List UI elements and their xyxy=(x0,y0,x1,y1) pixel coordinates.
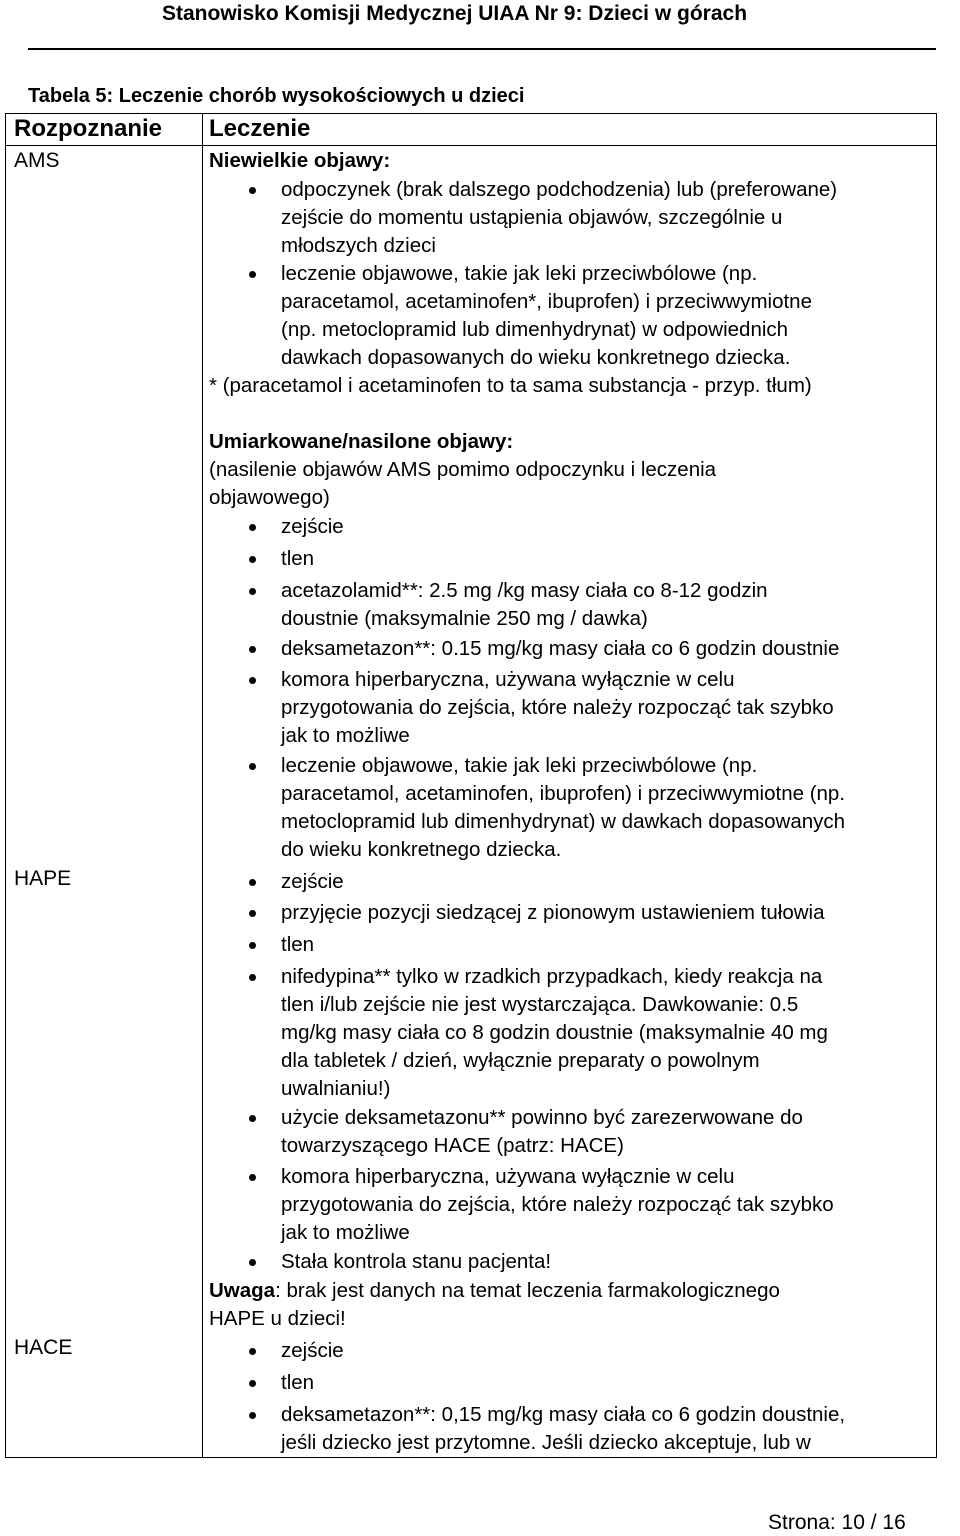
diagnosis-hace: HACE xyxy=(14,1336,73,1359)
list-item: przyjęcie pozycji siedzącej z pionowym ustawieniem tułowia xyxy=(281,901,825,924)
list-bullet xyxy=(249,974,256,981)
list-item: komora hiperbaryczna, używana wyłącznie w celu xyxy=(281,668,735,691)
list-item: tlen xyxy=(281,547,315,570)
list-item-continuation: przygotowania do zejścia, które należy rozpocząć tak szybko xyxy=(281,1193,834,1216)
list-item-continuation: młodszych dzieci xyxy=(281,234,436,257)
list-bullet xyxy=(249,271,256,278)
footnote: * (paracetamol i acetaminofen to ta sama substancja - przyp. tłum) xyxy=(209,374,812,397)
list-item-continuation: dawkach dopasowanych do wieku konkretnego dziecka. xyxy=(281,346,791,369)
list-bullet xyxy=(249,187,256,194)
table-caption: Tabela 5: Leczenie chorób wysokościowych u dzieci xyxy=(28,85,525,107)
list-item-continuation: przygotowania do zejścia, które należy rozpocząć tak szybko xyxy=(281,696,834,719)
warning-label: Uwaga xyxy=(209,1279,276,1302)
ams-moderate-intro: objawowego) xyxy=(209,486,330,509)
list-bullet xyxy=(249,677,256,684)
list-item-continuation: dla tabletek / dzień, wyłącznie preparaty o powolnym xyxy=(281,1049,760,1072)
list-item-continuation: do wieku konkretnego dziecka. xyxy=(281,838,562,861)
list-item-continuation: paracetamol, acetaminofen*, ibuprofen) i przeciwwymiotne xyxy=(281,290,812,313)
list-bullet xyxy=(249,942,256,949)
list-item-continuation: towarzyszącego HACE (patrz: HACE) xyxy=(281,1134,624,1157)
document-title: Stanowisko Komisji Medycznej UIAA Nr 9: Dzieci w górach xyxy=(162,2,748,25)
list-item: zejście xyxy=(281,1339,344,1362)
diagnosis-ams: AMS xyxy=(14,149,60,172)
list-bullet xyxy=(249,1259,256,1266)
list-item-continuation: jeśli dziecko jest przytomne. Jeśli dziecko akceptuje, lub w xyxy=(281,1431,811,1454)
treatment-table xyxy=(5,113,937,1458)
list-item: leczenie objawowe, takie jak leki przeciwbólowe (np. xyxy=(281,262,758,285)
list-item-continuation: mg/kg masy ciała co 8 godzin doustnie (maksymalnie 40 mg xyxy=(281,1021,828,1044)
list-bullet xyxy=(249,1380,256,1387)
list-item: tlen xyxy=(281,933,315,956)
page-number: Strona: 10 / 16 xyxy=(768,1511,906,1534)
list-bullet xyxy=(249,1348,256,1355)
list-item: zejście xyxy=(281,515,344,538)
list-item-continuation: jak to możliwe xyxy=(281,1221,410,1244)
ams-moderate-intro: (nasilenie objawów AMS pomimo odpoczynku i leczenia xyxy=(209,458,717,481)
list-bullet xyxy=(249,763,256,770)
column-header-diagnosis: Rozpoznanie xyxy=(14,115,162,142)
list-bullet xyxy=(249,1115,256,1122)
list-bullet xyxy=(249,556,256,563)
header-divider xyxy=(28,48,936,50)
list-item: deksametazon**: 0,15 mg/kg masy ciała co 6 godzin doustnie, xyxy=(281,1403,846,1426)
ams-mild-heading: Niewielkie objawy: xyxy=(209,149,391,172)
list-item-continuation: tlen i/lub zejście nie jest wystarczająca. Dawkowanie: 0.5 xyxy=(281,993,799,1016)
diagnosis-hape: HAPE xyxy=(14,867,72,890)
hape-warning xyxy=(209,1277,780,1305)
list-bullet xyxy=(249,588,256,595)
list-bullet xyxy=(249,1412,256,1419)
list-item: tlen xyxy=(281,1371,315,1394)
list-item-continuation: metoclopramid lub dimenhydrynat) w dawkach dopasowanych xyxy=(281,810,846,833)
list-item: deksametazon**: 0.15 mg/kg masy ciała co 6 godzin doustnie xyxy=(281,637,840,660)
list-item: odpoczynek (brak dalszego podchodzenia) lub (preferowane) xyxy=(281,178,838,201)
list-item: komora hiperbaryczna, używana wyłącznie w celu xyxy=(281,1165,735,1188)
list-bullet xyxy=(249,879,256,886)
list-item-continuation: doustnie (maksymalnie 250 mg / dawka) xyxy=(281,607,648,630)
list-item: nifedypina** tylko w rzadkich przypadkach, kiedy reakcja na xyxy=(281,965,823,988)
list-bullet xyxy=(249,910,256,917)
list-bullet xyxy=(249,1174,256,1181)
header-row-divider xyxy=(6,145,936,146)
ams-moderate-heading: Umiarkowane/nasilone objawy: xyxy=(209,430,514,453)
list-item-continuation: uwalnianiu!) xyxy=(281,1077,391,1100)
warning-text: : brak jest danych na temat leczenia farmakologicznego xyxy=(275,1279,780,1302)
column-divider xyxy=(202,114,203,1457)
list-bullet xyxy=(249,524,256,531)
list-item-continuation: jak to możliwe xyxy=(281,724,410,747)
list-item: leczenie objawowe, takie jak leki przeciwbólowe (np. xyxy=(281,754,758,777)
list-item-continuation: paracetamol, acetaminofen, ibuprofen) i przeciwwymiotne (np. xyxy=(281,782,846,805)
list-item-continuation: (np. metoclopramid lub dimenhydrynat) w odpowiednich xyxy=(281,318,789,341)
hape-warning-continuation: HAPE u dzieci! xyxy=(209,1307,346,1330)
list-item: zejście xyxy=(281,870,344,893)
list-item: Stała kontrola stanu pacjenta! xyxy=(281,1250,552,1273)
list-item: acetazolamid**: 2.5 mg /kg masy ciała co 8-12 godzin xyxy=(281,579,768,602)
column-header-treatment: Leczenie xyxy=(209,115,311,142)
page-header xyxy=(0,0,960,54)
list-bullet xyxy=(249,646,256,653)
list-item-continuation: zejście do momentu ustąpienia objawów, szczególnie u xyxy=(281,206,783,229)
list-item: użycie deksametazonu** powinno być zarezerwowane do xyxy=(281,1106,803,1129)
